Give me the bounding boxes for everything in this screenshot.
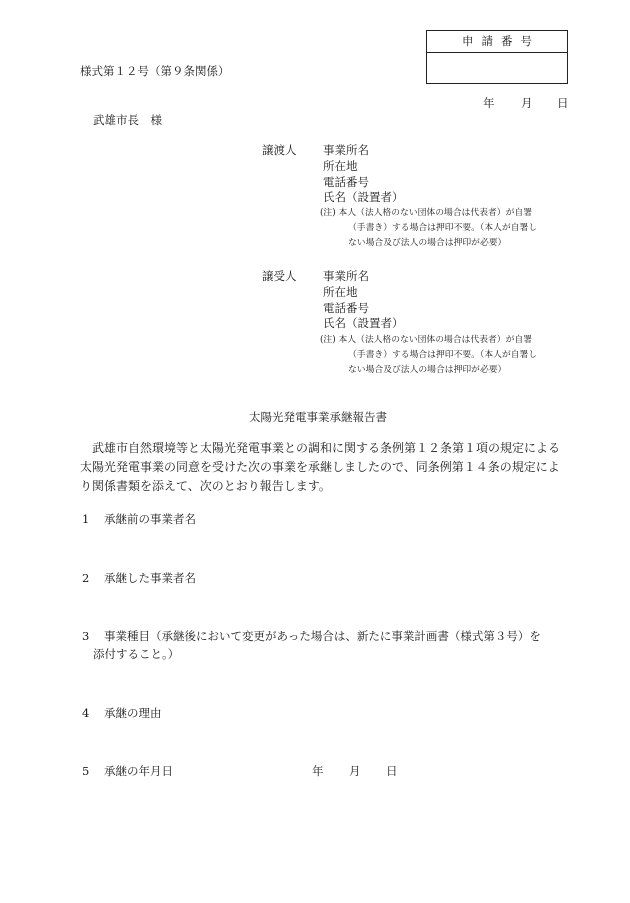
transferee-owner-name-label: 氏名（設置者） xyxy=(323,316,404,330)
date-year-label: 年 xyxy=(483,96,495,110)
transferor-owner-name-label: 氏名（設置者） xyxy=(323,190,404,204)
succession-date-year-label: 年 xyxy=(312,764,324,778)
item-5-label: 承継の年月日 xyxy=(104,764,173,778)
item-2-label: 承継した事業者名 xyxy=(104,571,196,585)
transferor-note xyxy=(320,206,537,251)
transferor-business-name-label: 事業所名 xyxy=(323,143,369,157)
item-4-label: 承継の理由 xyxy=(104,706,162,720)
item-3-label: 事業種目（承継後において変更があった場合は、新たに事業計画書（様式第３号）を xyxy=(104,629,541,643)
transferor-role: 譲渡人 xyxy=(262,143,297,157)
item-4-number: 4 xyxy=(82,706,90,720)
document-title: 太陽光発電事業承継報告書 xyxy=(249,410,387,424)
transferor-note-line-2: （手書き）する場合は押印不要。（本人が自署し xyxy=(348,223,538,233)
transferor-note-line-3: ない場合及び法人の場合は押印が必要） xyxy=(348,238,507,248)
application-number-box xyxy=(426,30,568,84)
transferee-note-line-3: ない場合及び法人の場合は押印が必要） xyxy=(348,365,507,375)
transferee-phone-label: 電話番号 xyxy=(323,301,369,315)
succession-date-day-label: 日 xyxy=(386,764,398,778)
transferee-note-line-1: (注) 本人（法人格のない団体の場合は代表者）が自署 xyxy=(320,335,532,345)
item-1-label: 承継前の事業者名 xyxy=(104,512,196,526)
item-3-number: 3 xyxy=(82,629,90,643)
item-5-number: 5 xyxy=(82,764,90,778)
body-line-2: 太陽光発電事業の同意を受けた次の事業を承継しましたので、同条例第１４条の規定によ xyxy=(80,460,560,474)
transferee-note xyxy=(320,333,537,378)
body-line-3: り関係書類を添えて、次のとおり報告します。 xyxy=(80,479,331,493)
succession-date-month-label: 月 xyxy=(349,764,361,778)
transferor-note-line-1: (注) 本人（法人格のない団体の場合は代表者）が自署 xyxy=(320,208,532,218)
date-day-label: 日 xyxy=(557,96,569,110)
item-2-number: 2 xyxy=(82,571,90,585)
item-3-label-continued: 添付すること。） xyxy=(93,647,180,661)
transferee-address-label: 所在地 xyxy=(323,285,358,299)
application-number-label: 申請番号 xyxy=(427,31,567,53)
transferee-business-name-label: 事業所名 xyxy=(323,269,369,283)
transferor-address-label: 所在地 xyxy=(323,159,358,173)
body-paragraph xyxy=(80,439,570,496)
date-month-label: 月 xyxy=(521,96,533,110)
transferee-note-line-2: （手書き）する場合は押印不要。（本人が自署し xyxy=(348,350,538,360)
transferee-role: 譲受人 xyxy=(262,269,297,283)
body-line-1: 武雄市自然環境等と太陽光発電事業との調和に関する条例第１２条第１項の規定による xyxy=(80,441,561,455)
application-number-value[interactable] xyxy=(427,53,567,83)
addressee: 武雄市長 様 xyxy=(93,113,162,127)
form-number: 様式第１２号（第９条関係） xyxy=(80,64,230,78)
item-1-number: 1 xyxy=(82,512,90,526)
transferor-phone-label: 電話番号 xyxy=(323,175,369,189)
